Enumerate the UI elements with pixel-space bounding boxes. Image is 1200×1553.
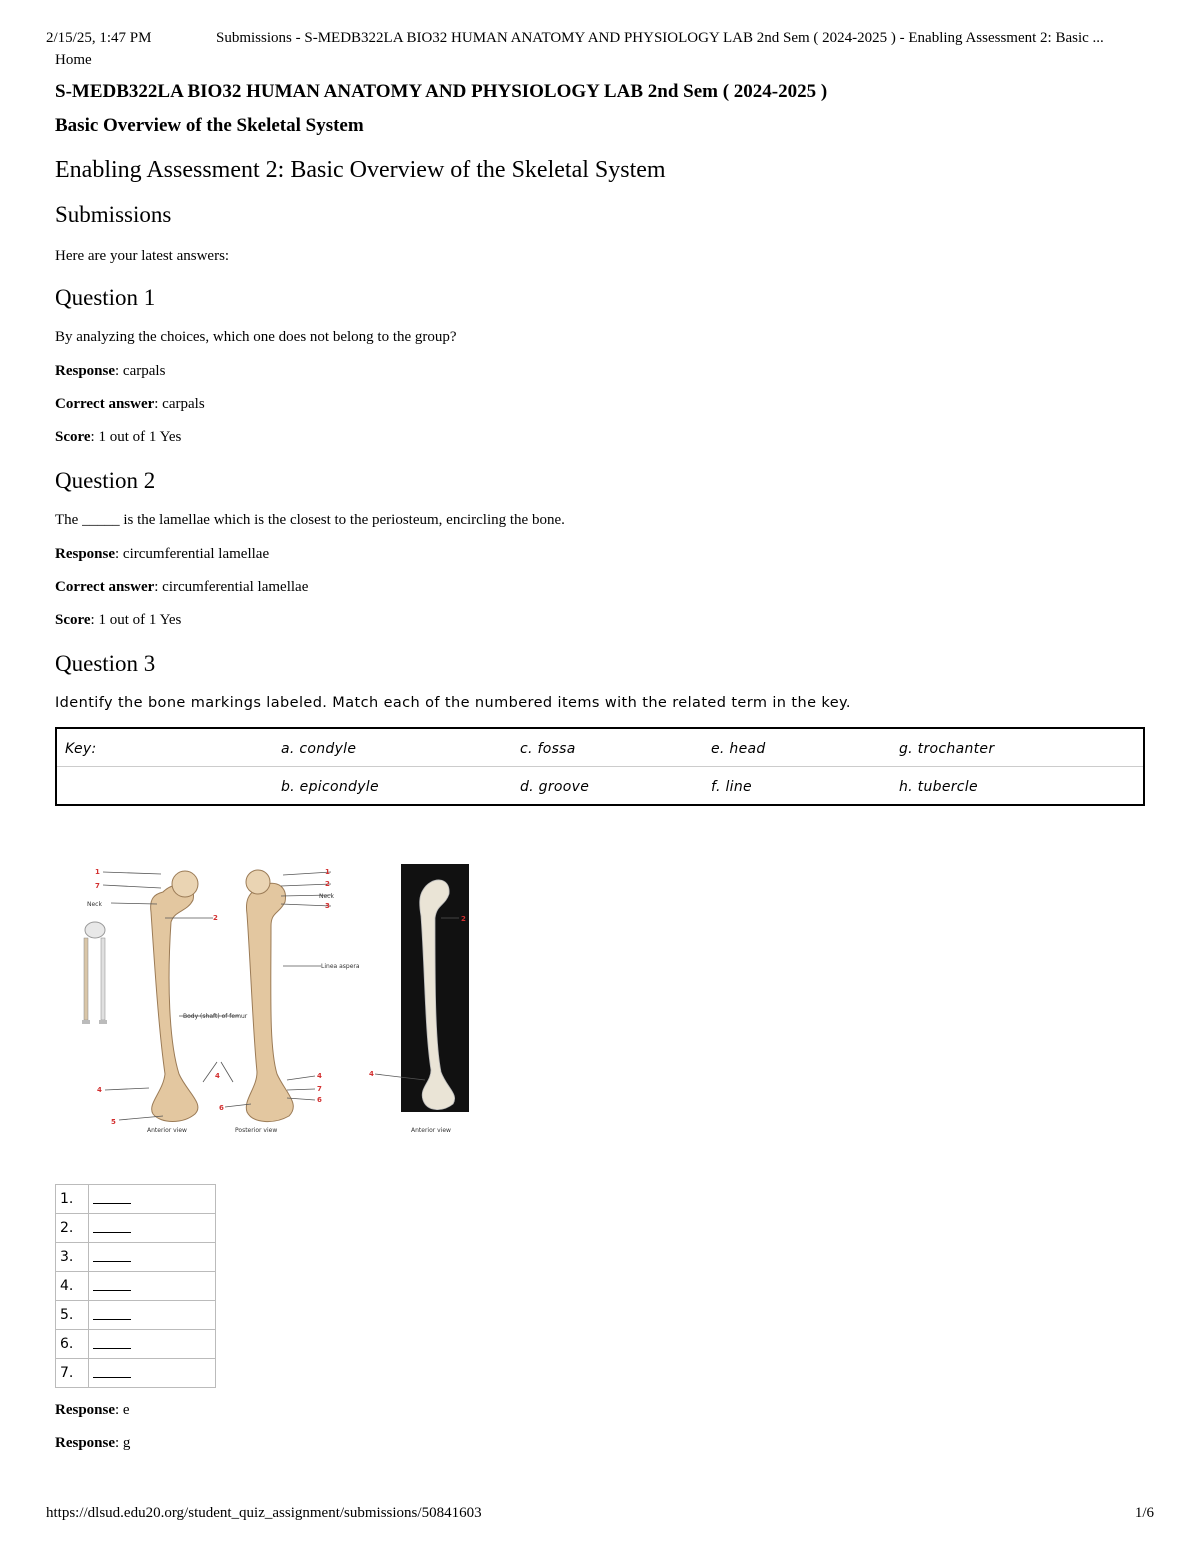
skeleton-thumbnail (82, 922, 107, 1024)
femur-anterior (151, 871, 198, 1122)
response-line (55, 546, 1145, 563)
response-value: : g (115, 1435, 131, 1451)
answer-row (56, 1272, 216, 1301)
figure-body-shaft-label: Body (shaft) of femur (183, 1013, 248, 1020)
figure-label: 4 (369, 1070, 374, 1078)
home-link[interactable]: Home (55, 52, 92, 68)
question-text: The _____ is the lamellae which is the closest to the periosteum, encircling the bone. (55, 512, 565, 528)
question-title: Question 3 (55, 651, 156, 676)
response-label: Response (55, 1435, 116, 1451)
q3-responses (55, 1402, 1145, 1452)
question-2 (55, 468, 1145, 629)
blank-line (93, 1336, 131, 1349)
femur-posterior (246, 870, 293, 1122)
response-line (55, 363, 1145, 380)
figure-label: 2 (325, 880, 330, 888)
blank-line (93, 1191, 131, 1204)
figure-anterior-view-label: Anterior view (147, 1127, 187, 1132)
figure-anterior-view-label: Anterior view (411, 1127, 451, 1132)
answer-row (56, 1359, 216, 1388)
score-line (55, 612, 1145, 629)
key-cell: d. groove (520, 779, 590, 795)
answer-row (56, 1301, 216, 1330)
figure-neck-label: Neck (87, 901, 102, 908)
answer-blank (89, 1359, 216, 1388)
question-text: By analyzing the choices, which one does not belong to the group? (55, 329, 457, 345)
answer-row (56, 1185, 216, 1214)
key-row (56, 728, 1144, 767)
print-date: 2/15/25, 1:47 PM (46, 30, 152, 46)
key-cell: f. line (711, 779, 752, 795)
figure-linea-aspera-label: Linea aspera (321, 963, 360, 970)
answer-row (56, 1214, 216, 1243)
key-table (55, 727, 1145, 806)
answer-number: 7. (56, 1359, 89, 1388)
answer-blank (89, 1185, 216, 1214)
answer-number: 4. (56, 1272, 89, 1301)
correct-answer-label: Correct answer (55, 579, 155, 595)
key-cell: g. trochanter (891, 728, 1144, 767)
femur-photo (401, 864, 469, 1112)
score-value: : 1 out of 1 Yes (90, 429, 182, 445)
femur-figure (75, 842, 1145, 1132)
correct-answer-line (55, 579, 1145, 596)
answer-blank (89, 1214, 216, 1243)
blank-line (93, 1249, 131, 1262)
figure-label: 7 (95, 882, 100, 890)
response-line (55, 1435, 1145, 1452)
response-label: Response (55, 363, 116, 379)
correct-answer-value: : circumferential lamellae (154, 579, 309, 595)
key-cell: c. fossa (512, 728, 703, 767)
answer-number: 3. (56, 1243, 89, 1272)
figure-label: 2 (461, 915, 466, 923)
figure-label: 7 (317, 1085, 322, 1093)
question-title: Question 1 (55, 285, 156, 310)
key-label: Key: (56, 728, 273, 767)
print-page-number: 1/6 (1134, 1505, 1154, 1521)
print-url: https://dlsud.edu20.org/student_quiz_assignment/submissions/50841603 (46, 1505, 482, 1521)
correct-answer-label: Correct answer (55, 396, 155, 412)
answer-row (56, 1330, 216, 1359)
score-label: Score (55, 429, 91, 445)
answer-blank (89, 1243, 216, 1272)
section-title: Submissions (55, 202, 172, 227)
module-title: Basic Overview of the Skeletal System (55, 115, 364, 136)
correct-answer-line (55, 396, 1145, 413)
blank-line (93, 1365, 131, 1378)
correct-answer-value: : carpals (154, 396, 205, 412)
answer-table (55, 1184, 216, 1388)
figure-label: 5 (111, 1118, 116, 1126)
figure-label: 3 (325, 902, 330, 910)
key-cell: e. head (703, 728, 891, 767)
main-content (55, 52, 1145, 1468)
answer-blank (89, 1301, 216, 1330)
femur-diagram (75, 842, 485, 1132)
answer-number: 6. (56, 1330, 89, 1359)
key-cell: a. condyle (273, 728, 512, 767)
answer-number: 1. (56, 1185, 89, 1214)
response-value: : carpals (115, 363, 166, 379)
answer-number: 5. (56, 1301, 89, 1330)
question-3 (55, 651, 1145, 1452)
answer-number: 2. (56, 1214, 89, 1243)
figure-label: 1 (95, 868, 100, 876)
question-title: Question 2 (55, 468, 156, 493)
figure-neck-label: Neck (319, 893, 334, 900)
key-cell: h. tubercle (899, 779, 978, 795)
intro-text: Here are your latest answers: (55, 248, 230, 264)
score-line (55, 429, 1145, 446)
figure-label: 4 (317, 1072, 322, 1080)
figure-label: 2 (213, 914, 218, 922)
figure-posterior-view-label: Posterior view (235, 1127, 278, 1132)
figure-label: 1 (325, 868, 330, 876)
response-value: : circumferential lamellae (115, 546, 270, 562)
figure-label: 4 (215, 1072, 220, 1080)
blank-line (93, 1278, 131, 1291)
figure-label: 6 (317, 1096, 322, 1104)
response-value: : e (115, 1402, 130, 1418)
response-label: Response (55, 546, 116, 562)
course-title: S-MEDB322LA BIO32 HUMAN ANATOMY AND PHYSIOLOGY LAB 2nd Sem ( 2024-2025 ) (55, 81, 828, 102)
question-text: Identify the bone markings labeled. Match each of the numbered items with the related term in the key. (55, 695, 851, 711)
score-value: : 1 out of 1 Yes (90, 612, 182, 628)
key-cell: b. epicondyle (281, 779, 379, 795)
response-label: Response (55, 1402, 116, 1418)
figure-label: 4 (97, 1086, 102, 1094)
key-row (56, 767, 1144, 806)
figure-label: 6 (219, 1104, 224, 1112)
key-empty (56, 767, 273, 806)
blank-line (93, 1307, 131, 1320)
assessment-title: Enabling Assessment 2: Basic Overview of the Skeletal System (55, 157, 666, 183)
answer-blank (89, 1272, 216, 1301)
response-line (55, 1402, 1145, 1419)
score-label: Score (55, 612, 91, 628)
question-1 (55, 285, 1145, 446)
blank-line (93, 1220, 131, 1233)
answer-blank (89, 1330, 216, 1359)
answer-row (56, 1243, 216, 1272)
print-doc-title: Submissions - S-MEDB322LA BIO32 HUMAN ANATOMY AND PHYSIOLOGY LAB 2nd Sem ( 2024-2025 ) - Enabling Assessment 2: Basic ... (216, 30, 1104, 46)
